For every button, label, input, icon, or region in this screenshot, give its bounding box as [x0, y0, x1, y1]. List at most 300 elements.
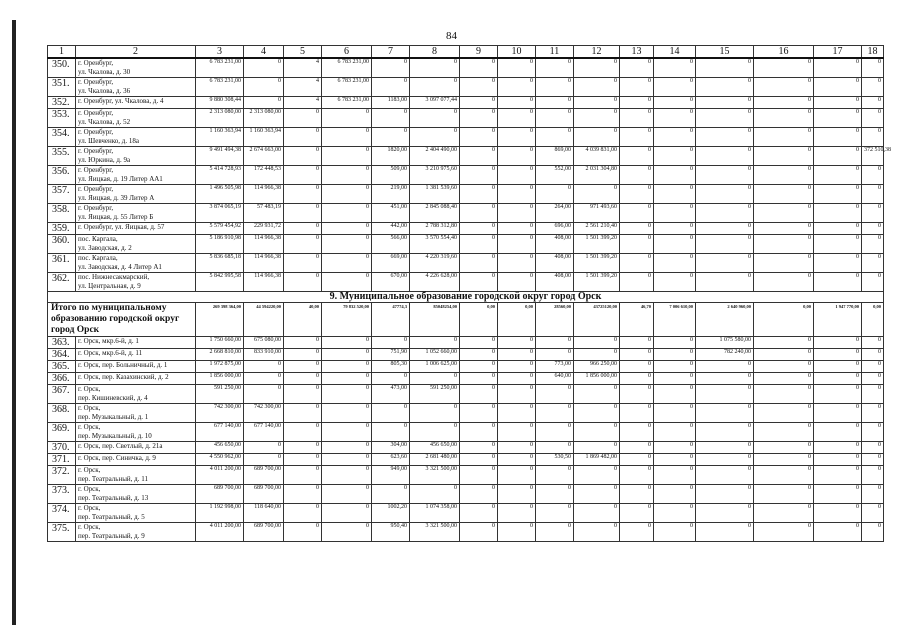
- value-cell: 0: [284, 485, 322, 504]
- value-cell: 1002,20: [372, 504, 410, 523]
- value-cell: 0: [460, 361, 498, 373]
- value-cell: 0: [620, 466, 654, 485]
- value-cell: 0: [654, 504, 696, 523]
- value-cell: 456 650,00: [196, 442, 244, 454]
- value-cell: 0: [696, 235, 754, 254]
- value-cell: 0: [696, 147, 754, 166]
- value-cell: 0: [498, 166, 536, 185]
- value-cell: 0: [754, 147, 814, 166]
- row-number: 356.: [48, 166, 76, 185]
- value-cell: 0: [498, 404, 536, 423]
- value-cell: 0: [754, 204, 814, 223]
- value-cell: 677 140,00: [196, 423, 244, 442]
- value-cell: 0: [654, 185, 696, 204]
- value-cell: 0: [814, 523, 862, 542]
- value-cell: 0: [574, 404, 620, 423]
- value-cell: 0: [814, 273, 862, 292]
- value-cell: 0: [754, 485, 814, 504]
- column-number: 5: [284, 46, 322, 59]
- value-cell: 408,00: [536, 273, 574, 292]
- value-cell: 0: [536, 423, 574, 442]
- value-cell: 0: [620, 485, 654, 504]
- value-cell: 0: [460, 404, 498, 423]
- value-cell: 0: [814, 235, 862, 254]
- value-cell: 0: [536, 523, 574, 542]
- row-number: 366.: [48, 373, 76, 385]
- row-number: 360.: [48, 235, 76, 254]
- value-cell: 0: [536, 128, 574, 147]
- value-cell: 304,00: [372, 442, 410, 454]
- column-number: 13: [620, 46, 654, 59]
- value-cell: 0: [620, 166, 654, 185]
- value-cell: 1 869 482,00: [574, 454, 620, 466]
- address-cell: пос. Каргала, ул. Заводская, д. 4 Литер А1: [76, 254, 196, 273]
- address-cell: г. Оренбург, ул. Чкалова, д. 52: [76, 109, 196, 128]
- value-cell: 0: [862, 373, 884, 385]
- value-cell: 0: [460, 185, 498, 204]
- value-cell: 0: [754, 128, 814, 147]
- value-cell: 591 250,00: [196, 385, 244, 404]
- value-cell: 0: [696, 128, 754, 147]
- value-cell: 0: [322, 466, 372, 485]
- address-cell: г. Орск, мкр.6-й, д. 1: [76, 337, 196, 349]
- value-cell: 3 210 975,60: [410, 166, 460, 185]
- value-cell: 0: [536, 58, 574, 78]
- address-cell: г. Оренбург, ул. Яицкая, д. 57: [76, 223, 196, 235]
- value-cell: 0: [862, 128, 884, 147]
- total-label: Итого по муниципальному образованию городской округ город Орск: [48, 303, 196, 337]
- value-cell: 0: [862, 97, 884, 109]
- value-cell: 0: [244, 361, 284, 373]
- value-cell: 0: [322, 423, 372, 442]
- value-cell: 3 874 065,19: [196, 204, 244, 223]
- value-cell: 0: [814, 373, 862, 385]
- value-cell: 0: [862, 204, 884, 223]
- column-number: 17: [814, 46, 862, 59]
- value-cell: 0: [862, 385, 884, 404]
- value-cell: 0: [460, 97, 498, 109]
- value-cell: 6 783 231,00: [322, 97, 372, 109]
- value-cell: 0: [536, 109, 574, 128]
- value-cell: 0: [244, 442, 284, 454]
- value-cell: 0: [284, 466, 322, 485]
- value-cell: 0: [754, 361, 814, 373]
- value-cell: 0: [372, 78, 410, 97]
- value-cell: 0: [574, 504, 620, 523]
- value-cell: 0: [284, 385, 322, 404]
- row-number: 369.: [48, 423, 76, 442]
- value-cell: 0: [654, 78, 696, 97]
- column-number: 15: [696, 46, 754, 59]
- value-cell: 0: [862, 523, 884, 542]
- value-cell: 0: [410, 58, 460, 78]
- value-cell: 0: [574, 97, 620, 109]
- value-cell: 0: [654, 128, 696, 147]
- table-row: [48, 204, 884, 223]
- value-cell: 2 674 663,00: [244, 147, 284, 166]
- address-cell: г. Орск, пер. Музыкальный, д. 10: [76, 423, 196, 442]
- row-number: 362.: [48, 273, 76, 292]
- value-cell: 0: [372, 404, 410, 423]
- address-cell: г. Оренбург, ул. Яицкая, д. 39 Литер А: [76, 185, 196, 204]
- value-cell: 0: [814, 254, 862, 273]
- row-number: 375.: [48, 523, 76, 542]
- table-row: [48, 97, 884, 109]
- value-cell: 0: [754, 454, 814, 466]
- value-cell: 0: [284, 273, 322, 292]
- value-cell: 0: [410, 485, 460, 504]
- value-cell: 0: [696, 58, 754, 78]
- value-cell: 0: [372, 373, 410, 385]
- value-cell: 0: [814, 78, 862, 97]
- value-cell: 0: [814, 337, 862, 349]
- value-cell: 689 700,00: [196, 485, 244, 504]
- total-value-cell: 85048254,00: [410, 303, 460, 337]
- value-cell: 0: [620, 423, 654, 442]
- value-cell: 0: [814, 404, 862, 423]
- value-cell: 0: [574, 442, 620, 454]
- column-number: 18: [862, 46, 884, 59]
- value-cell: 1 496 505,98: [196, 185, 244, 204]
- value-cell: 640,00: [536, 373, 574, 385]
- value-cell: 623,60: [372, 454, 410, 466]
- value-cell: 0: [322, 385, 372, 404]
- value-cell: 0: [862, 273, 884, 292]
- address-cell: г. Оренбург, ул. Яицкая, д. 55 Литер Б: [76, 204, 196, 223]
- value-cell: 0: [862, 254, 884, 273]
- value-cell: 0: [754, 185, 814, 204]
- value-cell: 0: [862, 504, 884, 523]
- value-cell: 0: [754, 166, 814, 185]
- value-cell: 0: [814, 166, 862, 185]
- total-value-cell: 79 832 520,00: [322, 303, 372, 337]
- value-cell: 0: [754, 523, 814, 542]
- value-cell: 0: [498, 223, 536, 235]
- value-cell: 4 226 628,00: [410, 273, 460, 292]
- total-value-cell: 2 640 960,00: [696, 303, 754, 337]
- value-cell: 473,00: [372, 385, 410, 404]
- value-cell: 0: [620, 454, 654, 466]
- value-cell: 0: [460, 58, 498, 78]
- value-cell: 0: [284, 128, 322, 147]
- value-cell: 0: [654, 361, 696, 373]
- value-cell: 0: [862, 223, 884, 235]
- column-number-row: [48, 46, 884, 59]
- value-cell: 0: [654, 385, 696, 404]
- value-cell: 408,00: [536, 254, 574, 273]
- value-cell: 0: [284, 349, 322, 361]
- value-cell: 0: [284, 361, 322, 373]
- value-cell: 0: [460, 454, 498, 466]
- value-cell: 0: [654, 349, 696, 361]
- table-row: [48, 454, 884, 466]
- value-cell: 0: [498, 128, 536, 147]
- total-value-cell: 40,00: [284, 303, 322, 337]
- value-cell: 0: [498, 423, 536, 442]
- value-cell: 4: [284, 58, 322, 78]
- value-cell: 0: [620, 442, 654, 454]
- column-number: 4: [244, 46, 284, 59]
- value-cell: 2 404 490,00: [410, 147, 460, 166]
- value-cell: 677 140,00: [244, 423, 284, 442]
- total-value-cell: 28560,00: [536, 303, 574, 337]
- value-cell: 0: [536, 78, 574, 97]
- address-cell: г. Оренбург, ул. Яицкая, д. 19 Литер АА1: [76, 166, 196, 185]
- value-cell: 0: [814, 97, 862, 109]
- value-cell: 0: [498, 442, 536, 454]
- value-cell: 0: [322, 128, 372, 147]
- address-cell: г. Орск, пер. Театральный, д. 5: [76, 504, 196, 523]
- row-number: 367.: [48, 385, 76, 404]
- value-cell: 950,40: [372, 523, 410, 542]
- value-cell: 0: [814, 128, 862, 147]
- value-cell: 0: [498, 485, 536, 504]
- value-cell: 0: [372, 485, 410, 504]
- value-cell: 456 650,00: [410, 442, 460, 454]
- value-cell: 530,50: [536, 454, 574, 466]
- value-cell: 0: [410, 128, 460, 147]
- column-number: 14: [654, 46, 696, 59]
- row-number: 353.: [48, 109, 76, 128]
- value-cell: 0: [244, 78, 284, 97]
- value-cell: 0: [460, 128, 498, 147]
- address-cell: г. Оренбург, ул. Чкалова, д. 36: [76, 78, 196, 97]
- value-cell: 114 966,38: [244, 254, 284, 273]
- value-cell: 0: [498, 58, 536, 78]
- value-cell: 1183,00: [372, 97, 410, 109]
- value-cell: 9 880 308,44: [196, 97, 244, 109]
- value-cell: 670,00: [372, 273, 410, 292]
- value-cell: 0: [696, 273, 754, 292]
- value-cell: 0: [696, 373, 754, 385]
- value-cell: 1 856 000,00: [196, 373, 244, 385]
- value-cell: 0: [696, 223, 754, 235]
- value-cell: 0: [696, 109, 754, 128]
- address-cell: г. Орск, пер. Кишиневский, д. 4: [76, 385, 196, 404]
- value-cell: 0: [696, 404, 754, 423]
- value-cell: 0: [284, 109, 322, 128]
- value-cell: 0: [696, 254, 754, 273]
- value-cell: 0: [322, 349, 372, 361]
- value-cell: 0: [498, 204, 536, 223]
- row-number: 358.: [48, 204, 76, 223]
- value-cell: 0: [862, 485, 884, 504]
- value-cell: 0: [754, 373, 814, 385]
- total-value-cell: 0,00: [498, 303, 536, 337]
- total-value-cell: 1 947 770,00: [814, 303, 862, 337]
- value-cell: 0: [574, 423, 620, 442]
- value-cell: 782 240,00: [696, 349, 754, 361]
- address-cell: г. Орск, пер. Театральный, д. 13: [76, 485, 196, 504]
- value-cell: 0: [862, 454, 884, 466]
- value-cell: 0: [862, 361, 884, 373]
- total-value-cell: 47774,3: [372, 303, 410, 337]
- address-cell: г. Оренбург, ул. Чкалова, д. 30: [76, 58, 196, 78]
- value-cell: 0: [814, 385, 862, 404]
- value-cell: 0: [536, 349, 574, 361]
- total-row: [48, 303, 884, 337]
- value-cell: 0: [498, 523, 536, 542]
- value-cell: 0: [460, 423, 498, 442]
- value-cell: 0: [654, 337, 696, 349]
- value-cell: 0: [862, 423, 884, 442]
- value-cell: 0: [244, 97, 284, 109]
- value-cell: 0: [460, 442, 498, 454]
- value-cell: 0: [284, 442, 322, 454]
- table-row: [48, 273, 884, 292]
- column-number: 8: [410, 46, 460, 59]
- value-cell: 0: [284, 235, 322, 254]
- row-number: 373.: [48, 485, 76, 504]
- value-cell: 0: [862, 349, 884, 361]
- total-value-cell: 46,70: [620, 303, 654, 337]
- column-number: 16: [754, 46, 814, 59]
- value-cell: 0: [536, 404, 574, 423]
- value-cell: 6 783 231,00: [322, 58, 372, 78]
- value-cell: 5 579 454,92: [196, 223, 244, 235]
- value-cell: 1 160 363,94: [244, 128, 284, 147]
- address-cell: г. Оренбург, ул. Шевченко, д. 18а: [76, 128, 196, 147]
- value-cell: 114 966,38: [244, 273, 284, 292]
- value-cell: 0: [284, 185, 322, 204]
- value-cell: 172 448,53: [244, 166, 284, 185]
- table-row: [48, 504, 884, 523]
- value-cell: 0: [620, 504, 654, 523]
- value-cell: 0: [460, 223, 498, 235]
- value-cell: 0: [814, 185, 862, 204]
- value-cell: 0: [498, 454, 536, 466]
- value-cell: 0: [754, 349, 814, 361]
- table-row: [48, 185, 884, 204]
- table-row: [48, 385, 884, 404]
- value-cell: 0: [620, 361, 654, 373]
- value-cell: 0: [696, 454, 754, 466]
- value-cell: 0: [574, 385, 620, 404]
- value-cell: 0: [322, 223, 372, 235]
- value-cell: 0: [862, 78, 884, 97]
- row-number: 359.: [48, 223, 76, 235]
- value-cell: 2 681 480,00: [410, 454, 460, 466]
- value-cell: 0: [654, 166, 696, 185]
- value-cell: 0: [574, 485, 620, 504]
- column-number: 6: [322, 46, 372, 59]
- value-cell: 696,00: [536, 223, 574, 235]
- table-row: [48, 128, 884, 147]
- value-cell: 1 856 000,00: [574, 373, 620, 385]
- value-cell: 0: [754, 423, 814, 442]
- value-cell: 0: [654, 454, 696, 466]
- value-cell: 0: [654, 404, 696, 423]
- table-row: [48, 235, 884, 254]
- value-cell: 0: [244, 58, 284, 78]
- value-cell: 6 783 231,00: [196, 58, 244, 78]
- value-cell: 0: [284, 504, 322, 523]
- value-cell: 0: [244, 454, 284, 466]
- value-cell: 0: [498, 185, 536, 204]
- section-title: 9. Муниципальное образование городской округ город Орск: [48, 292, 884, 303]
- value-cell: 0: [754, 254, 814, 273]
- address-cell: г. Оренбург, ул. Юркина, д. 9а: [76, 147, 196, 166]
- value-cell: 1 160 363,94: [196, 128, 244, 147]
- value-cell: 0: [862, 404, 884, 423]
- value-cell: 0: [754, 78, 814, 97]
- value-cell: 0: [620, 109, 654, 128]
- address-cell: г. Орск, пер. Театральный, д. 9: [76, 523, 196, 542]
- value-cell: 0: [460, 337, 498, 349]
- value-cell: 2 031 304,80: [574, 166, 620, 185]
- row-number: 371.: [48, 454, 76, 466]
- value-cell: 0: [244, 373, 284, 385]
- address-cell: г. Орск, пер. Казахинский, д. 2: [76, 373, 196, 385]
- value-cell: 0: [460, 523, 498, 542]
- value-cell: 0: [654, 109, 696, 128]
- value-cell: 0: [654, 466, 696, 485]
- value-cell: 5 414 728,93: [196, 166, 244, 185]
- column-number: 3: [196, 46, 244, 59]
- value-cell: 552,00: [536, 166, 574, 185]
- total-value-cell: 0,00: [862, 303, 884, 337]
- value-cell: 0: [322, 442, 372, 454]
- value-cell: 1 075 580,00: [696, 337, 754, 349]
- value-cell: 0: [696, 504, 754, 523]
- value-cell: 0: [862, 337, 884, 349]
- value-cell: 0: [372, 109, 410, 128]
- value-cell: 1 750 660,00: [196, 337, 244, 349]
- value-cell: 0: [284, 373, 322, 385]
- value-cell: 1 501 399,20: [574, 273, 620, 292]
- value-cell: 0: [620, 147, 654, 166]
- value-cell: 0: [322, 504, 372, 523]
- row-number: 370.: [48, 442, 76, 454]
- value-cell: 264,00: [536, 204, 574, 223]
- value-cell: 4 011 200,00: [196, 523, 244, 542]
- value-cell: 3 570 554,40: [410, 235, 460, 254]
- row-number: 372.: [48, 466, 76, 485]
- value-cell: 0: [654, 147, 696, 166]
- value-cell: 114 966,38: [244, 235, 284, 254]
- table-row: [48, 223, 884, 235]
- value-cell: 0: [814, 504, 862, 523]
- value-cell: 0: [322, 204, 372, 223]
- value-cell: 0: [322, 485, 372, 504]
- value-cell: 0: [696, 442, 754, 454]
- value-cell: 3 321 500,00: [410, 466, 460, 485]
- row-number: 368.: [48, 404, 76, 423]
- value-cell: 4: [284, 78, 322, 97]
- value-cell: 0: [862, 166, 884, 185]
- row-number: 364.: [48, 349, 76, 361]
- row-number: 350.: [48, 58, 76, 78]
- value-cell: 0: [460, 166, 498, 185]
- value-cell: 0: [862, 185, 884, 204]
- value-cell: 3 321 500,00: [410, 523, 460, 542]
- column-number: 1: [48, 46, 76, 59]
- value-cell: 0: [460, 466, 498, 485]
- value-cell: 751,90: [372, 349, 410, 361]
- value-cell: 0: [410, 404, 460, 423]
- value-cell: 1 972 875,00: [196, 361, 244, 373]
- total-value-cell: 44 594220,00: [244, 303, 284, 337]
- value-cell: 4 039 831,00: [574, 147, 620, 166]
- value-cell: 0: [814, 423, 862, 442]
- value-cell: 0: [322, 185, 372, 204]
- value-cell: 4: [284, 97, 322, 109]
- value-cell: 0: [536, 337, 574, 349]
- value-cell: 442,00: [372, 223, 410, 235]
- column-number: 2: [76, 46, 196, 59]
- value-cell: 0: [754, 109, 814, 128]
- address-cell: г. Орск, пер. Синичка, д. 9: [76, 454, 196, 466]
